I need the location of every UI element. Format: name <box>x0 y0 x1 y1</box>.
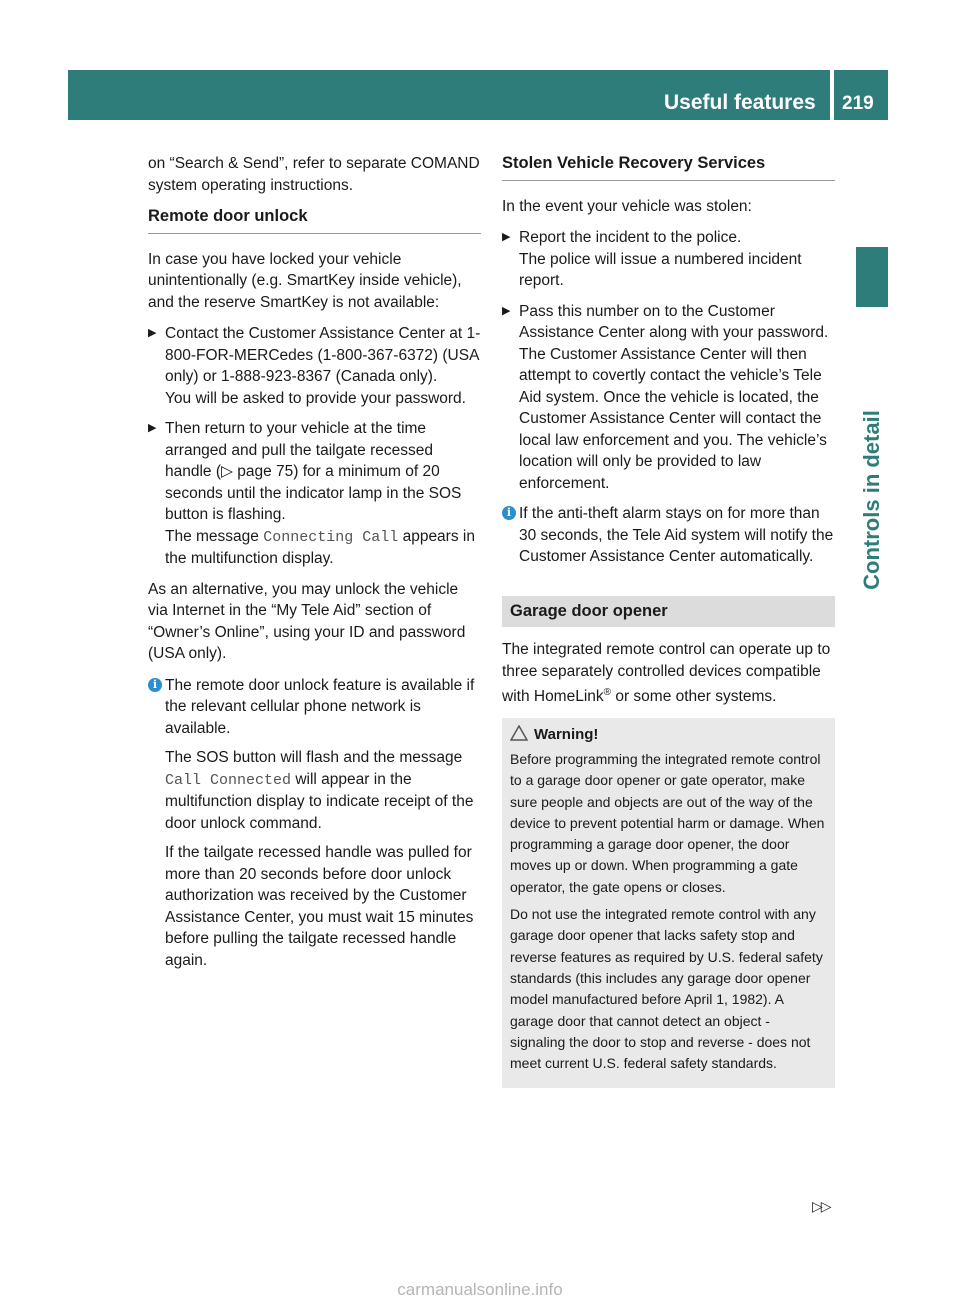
warning-title: Warning! <box>510 724 827 745</box>
note-paragraph: If the tailgate recessed handle was pulled for more than 20 seconds before door unlock authorization was received by the Customer Assistance Center, you must wait 15 minutes before pulling the tailgate recessed handle again. <box>165 844 474 969</box>
chapter-label: Controls in detail <box>859 410 884 590</box>
info-icon: i <box>502 506 516 520</box>
side-tab <box>856 247 888 307</box>
note-paragraph: The remote door unlock feature is available if the relevant cellular phone network is available. <box>165 676 475 737</box>
step-arrow-icon: ▶ <box>502 304 511 317</box>
info-note <box>148 675 481 972</box>
section-title: Useful features <box>664 91 816 114</box>
step-arrow-icon: ▶ <box>148 422 157 434</box>
page-ref-icon: ▷ <box>221 463 238 480</box>
step-text: Report the incident to the police. <box>519 229 742 246</box>
step-text: Pass this number on to the Customer Assistance Center along with your password. <box>519 302 829 341</box>
info-icon: i <box>148 678 162 692</box>
remote-door-unlock-heading: Remote door unlock <box>148 206 481 234</box>
lead-text: In case you have locked your vehicle unintentionally (e.g. SmartKey inside vehicle), and the reserve SmartKey is not available: <box>148 250 462 311</box>
garage-text: The integrated remote control can operate up to three separately controlled devices compatible with HomeLink® or some other systems. <box>502 641 831 706</box>
header-divider <box>830 70 834 120</box>
warning-triangle-icon <box>510 725 528 741</box>
display-message: Call Connected <box>165 771 292 789</box>
step-text: Contact the Customer Assistance Center at 1-800-FOR-MERCedes (1-800-367-6372) (USA only) or 1-888-923-8367 (Canada only). <box>165 325 481 385</box>
lead-text: In the event your vehicle was stolen: <box>502 197 752 215</box>
note-paragraph: If the anti-theft alarm stays on for more than 30 seconds, the Tele Aid system will notify the Customer Assistance Center automatically. <box>519 505 834 565</box>
alternative-text: As an alternative, you may unlock the vehicle via Internet in the “My Tele Aid” section of “Owner’s Online”, using your ID and password (USA only). <box>148 580 466 662</box>
page-reference[interactable]: page 75 <box>237 463 294 480</box>
stolen-vehicle-heading: Stolen Vehicle Recovery Services <box>502 153 835 181</box>
display-message: Connecting Call <box>263 528 399 546</box>
step-arrow-icon: ▶ <box>148 327 157 339</box>
step-item <box>502 301 835 495</box>
watermark: carmanualsonline.info <box>397 1280 563 1299</box>
info-note <box>502 503 835 568</box>
intro-text: on “Search & Send”, refer to separate COMAND system operating instructions. <box>148 155 480 194</box>
step-item <box>148 418 481 570</box>
step-item <box>148 323 481 409</box>
step-subtext: You will be asked to provide your password. <box>165 389 466 407</box>
right-column <box>502 153 835 1088</box>
garage-door-heading: Garage door opener <box>502 596 835 628</box>
warning-paragraph: Do not use the integrated remote control with any garage door opener that lacks safety stop and reverse features as required by U.S. federal safety standards (this includes any garage door opener model manufactured before April 1, 1982). A garage door that cannot detect an object - signaling the door to stop and reverse - does not meet current U.S. federal safety standards. <box>510 906 823 1072</box>
warning-paragraph: Before programming the integrated remote control to a garage door opener or gate operator, make sure people and objects are out of the way of the device to prevent potential harm or damage. When programming a garage door opener, the door moves up or down. When programming a gate operator, the gate opens or closes. <box>510 750 825 895</box>
step-arrow-icon: ▶ <box>502 231 511 243</box>
step-item <box>502 227 835 292</box>
left-column <box>148 153 481 980</box>
page-number: 219 <box>842 93 874 114</box>
step-subtext: The police will issue a numbered incident report. <box>519 250 802 289</box>
step-subtext: The Customer Assistance Center will then attempt to covertly contact the vehicle’s Tele Aid system. Once the vehicle is located, the Customer Assistance Center will contact the local law enforcement and you. The vehicle’s location will only be provided to law enforcement. <box>519 345 827 492</box>
note-paragraph: The SOS button will flash and the message Call Connected will appear in the multifunction display to indicate receipt of the door unlock command. <box>165 749 474 832</box>
continue-arrow-icon: ▷▷ <box>812 1198 830 1214</box>
step-subtext: The message Connecting Call appears in the multifunction display. <box>165 527 475 567</box>
step-text: Then return to your vehicle at the time arranged and pull the tailgate recessed handle (▷ page 75) for a minimum of 20 seconds until the indicator lamp in the SOS button is flashing. <box>165 420 462 523</box>
warning-box <box>502 718 835 1089</box>
